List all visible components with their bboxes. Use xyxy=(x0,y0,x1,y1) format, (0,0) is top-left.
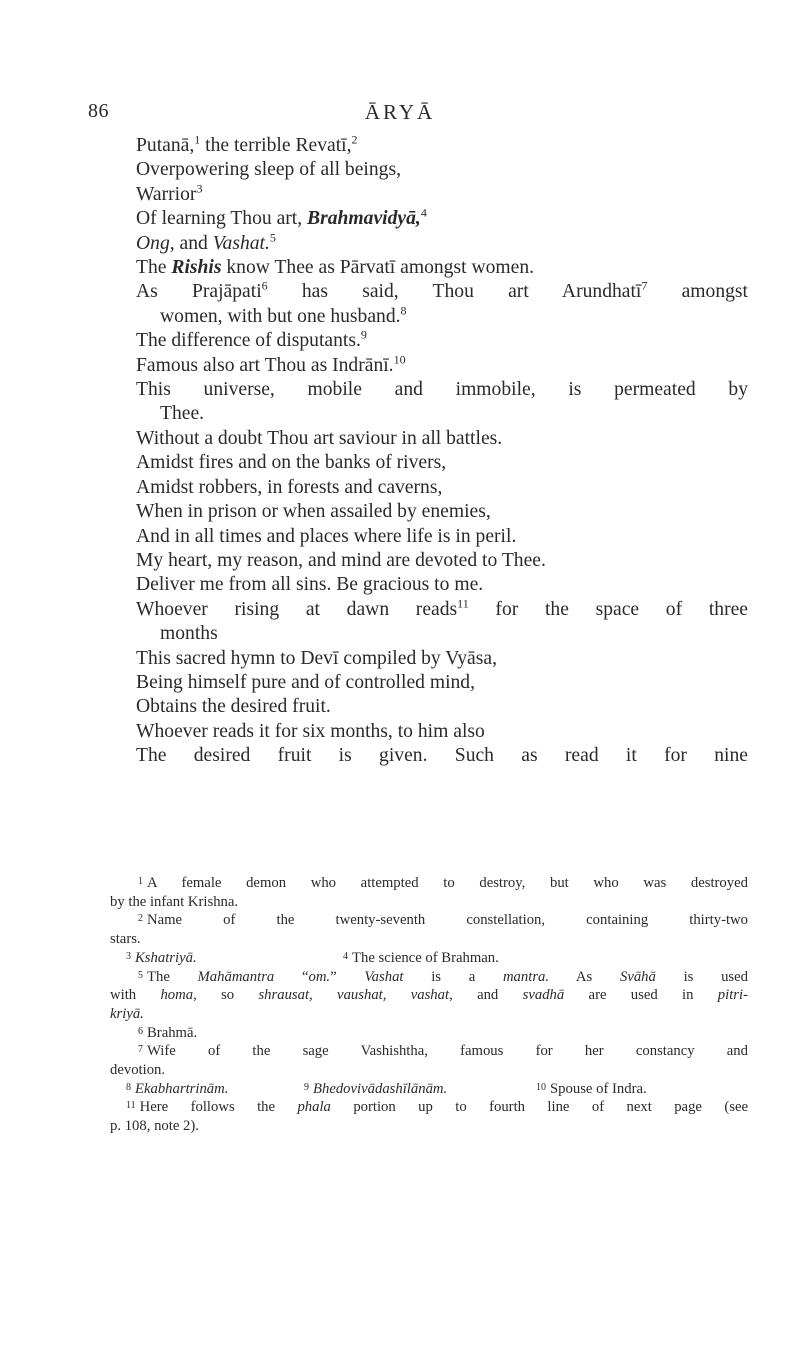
footnote: $^4$ The science of Brahman. xyxy=(343,949,499,966)
footnote-cont: with homa, so shrausat, vaushat, vashat, and svadhā are used in pitri- xyxy=(110,987,748,1004)
verse-line: Deliver me from all sins. Be gracious to me. xyxy=(136,574,484,596)
running-head: ĀRYĀ xyxy=(364,100,436,124)
verse-line: Amidst fires and on the banks of rivers, xyxy=(136,452,447,474)
verse-line: This sacred hymn to Devī compiled by Vyāsa, xyxy=(136,647,497,669)
footnote-ref: 11 xyxy=(457,596,469,611)
footnote-row xyxy=(110,1080,748,1099)
verse-line: Putanā,$^1$ the terrible Revatī,$^2$ xyxy=(136,132,358,156)
footnote-cont: p. 108, note 2). xyxy=(110,1118,199,1135)
footnote-ref: 6 xyxy=(261,278,268,293)
footnote: $^2$ Name of the twenty-seventh constellation, containing thirty-two xyxy=(138,912,748,929)
footnote-ref: 7 xyxy=(641,278,648,293)
verse-line: This universe, mobile and immobile, is permeated by xyxy=(136,379,748,401)
verse-line: The Rishis know Thee as Pārvatī amongst women. xyxy=(136,257,535,279)
verse-line: Ong, and Vashat.$^5$ xyxy=(136,230,276,254)
footnote-cont: by the infant Krishna. xyxy=(110,893,239,910)
footnote-ref: 1 xyxy=(194,132,201,147)
verse-line: women, with but one husband.$^8$ xyxy=(160,303,407,327)
footnote: $^9$ Bhedovivādashīlānām. xyxy=(304,1080,448,1097)
footnotes xyxy=(110,874,748,1136)
footnote-cont: devotion. xyxy=(110,1062,166,1079)
verse-line: My heart, my reason, and mind are devoted to Thee. xyxy=(136,549,546,571)
footnote: $^{10}$ Spouse of Indra. xyxy=(536,1080,647,1097)
verse-line: When in prison or when assailed by enemies, xyxy=(136,501,491,523)
hymn-text xyxy=(136,134,748,769)
verse-line: And in all times and places where life is in peril. xyxy=(136,525,517,547)
verse-line: Whoever rising at dawn reads$^{11}$ for the space of three xyxy=(136,596,748,620)
verse-line: Obtains the desired fruit. xyxy=(136,696,331,718)
footnote-cont: kriyā. xyxy=(110,1005,144,1022)
footnote-ref: 10 xyxy=(393,352,406,367)
footnote: $^3$ Kshatriyā. xyxy=(126,949,197,966)
footnote-ref: 2 xyxy=(351,132,358,147)
verse-line: The desired fruit is given. Such as read it for nine xyxy=(136,745,748,767)
footnote: $^8$ Ekabhartrinām. xyxy=(126,1080,229,1097)
footnote-ref: 9 xyxy=(360,327,367,342)
verse-line: Warrior$^3$ xyxy=(136,181,203,205)
footnote: $^7$ Wife of the sage Vashishtha, famous for her constancy and xyxy=(138,1043,748,1060)
verse-line: months xyxy=(160,623,218,645)
footnote-ref: 5 xyxy=(269,230,276,245)
footnote-ref: 4 xyxy=(420,205,427,220)
footnote-ref: 8 xyxy=(400,303,407,318)
footnote: $^1$ A female demon who attempted to destroy, but who was destroyed xyxy=(138,875,748,891)
verse-line: Famous also art Thou as Indrānī.$^{10}$ xyxy=(136,352,406,376)
verse-line: Overpowering sleep of all beings, xyxy=(136,159,401,181)
verse-line: Without a doubt Thou art saviour in all battles. xyxy=(136,427,503,449)
verse-line: The difference of disputants.$^9$ xyxy=(136,327,367,352)
verse-line: Being himself pure and of controlled mind, xyxy=(136,671,476,693)
verse-line: Whoever reads it for six months, to him also xyxy=(136,720,485,742)
footnote-row xyxy=(110,949,748,968)
verse-line: Of learning Thou art, Brahmavidyā,$^4$ xyxy=(136,205,427,230)
footnote: $^{11}$ Here follows the phala portion up to fourth line of next page (see xyxy=(126,1099,748,1116)
verse-line: Thee. xyxy=(160,403,205,425)
verse-line: As Prajāpati$^6$ has said, Thou art Arundhatī$^7$ amongst xyxy=(136,278,748,303)
footnote: $^5$ The Mahāmantra “om.” Vashat is a mantra. As Svāhā is used xyxy=(138,968,748,985)
footnote-cont: stars. xyxy=(110,931,141,948)
footnote-ref: 3 xyxy=(196,181,203,196)
footnote: $^6$ Brahmā. xyxy=(138,1024,198,1041)
verse-line: Amidst robbers, in forests and caverns, xyxy=(136,476,443,498)
page-number: 86 xyxy=(88,100,109,122)
